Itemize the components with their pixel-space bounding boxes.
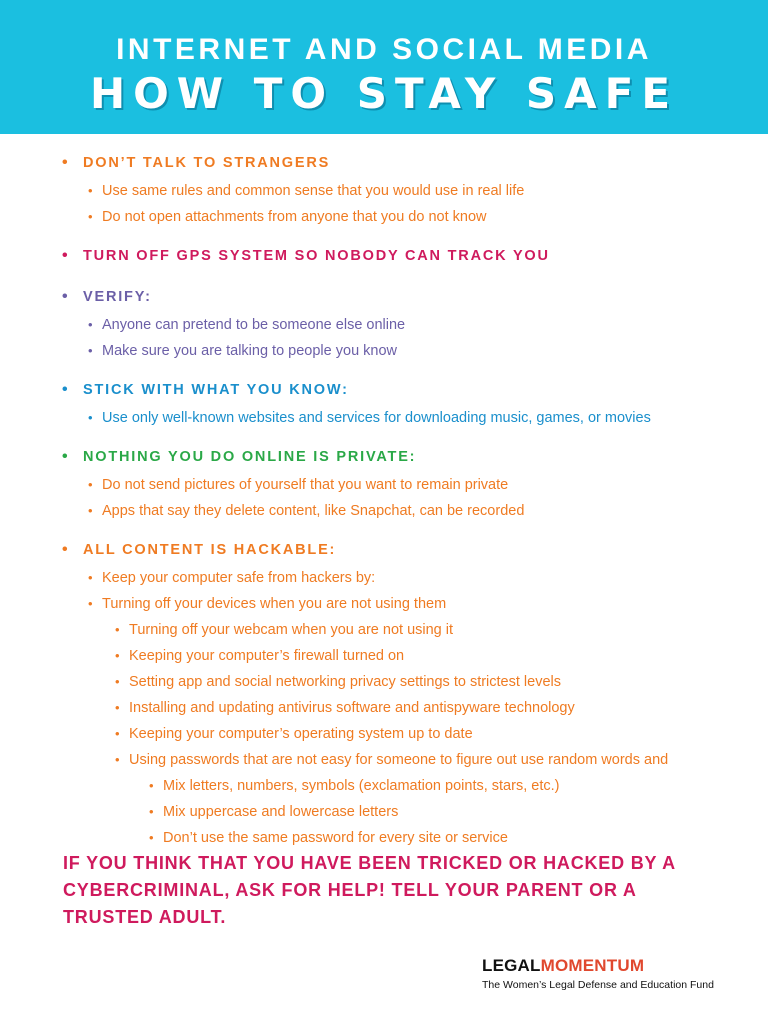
bullet-icon: • — [88, 343, 93, 358]
list-item — [0, 472, 768, 498]
list-item-text: Keep your computer safe from hackers by: — [102, 570, 376, 586]
bullet-icon: • — [115, 674, 120, 689]
bullet-icon: • — [115, 648, 120, 663]
list-item-text: Do not open attachments from anyone that you do not know — [102, 209, 487, 225]
sub-list-item — [0, 695, 768, 721]
sub-list-item — [0, 747, 768, 773]
bullet-icon: • — [149, 830, 154, 845]
list-item — [0, 204, 768, 230]
section-heading — [0, 535, 768, 565]
bullet-icon: • — [62, 541, 70, 558]
list-item-text: Mix uppercase and lowercase letters — [163, 804, 399, 820]
section-heading — [0, 148, 768, 178]
list-item — [0, 565, 768, 591]
bullet-icon: • — [62, 448, 70, 465]
bullet-icon: • — [88, 183, 93, 198]
bullet-icon: • — [88, 503, 93, 518]
section-heading — [0, 442, 768, 472]
bullet-icon: • — [115, 700, 120, 715]
list-item-text: Don’t use the same password for every site or service — [163, 830, 508, 846]
bullet-icon: • — [115, 752, 120, 767]
bullet-icon: • — [88, 209, 93, 224]
sub-list-item — [0, 643, 768, 669]
list-item-text: Make sure you are talking to people you know — [102, 343, 398, 359]
list-item — [0, 405, 768, 431]
bullet-icon: • — [62, 288, 70, 305]
bullet-icon: • — [149, 804, 154, 819]
page-title: INTERNET AND SOCIAL MEDIA — [116, 33, 652, 66]
tips-list — [0, 148, 768, 862]
section-strangers — [0, 148, 768, 230]
list-item — [0, 178, 768, 204]
bullet-icon: • — [88, 596, 93, 611]
legal-momentum-logo — [482, 955, 732, 993]
list-item — [0, 338, 768, 364]
section-heading — [0, 241, 768, 271]
sub-list-item — [0, 617, 768, 643]
section-gps — [0, 241, 768, 271]
help-message: IF YOU THINK THAT YOU HAVE BEEN TRICKED OR HACKED BY A CYBERCRIMINAL, ASK FOR HELP! TELL YOUR PARENT OR A TRUSTED ADULT. — [63, 853, 676, 927]
section-heading-text: NOTHING YOU DO ONLINE IS PRIVATE: — [83, 449, 417, 465]
section-heading-text: STICK WITH WHAT YOU KNOW: — [83, 382, 349, 398]
header-banner — [0, 0, 768, 134]
section-heading-text: DON’T TALK TO STRANGERS — [83, 155, 331, 171]
list-item-text: Use only well-known websites and services for downloading music, games, or movies — [102, 410, 651, 426]
bullet-icon: • — [62, 247, 70, 264]
list-item-text: Use same rules and common sense that you would use in real life — [102, 183, 525, 199]
list-item-text: Setting app and social networking privacy settings to strictest levels — [129, 674, 561, 690]
list-item-text: Do not send pictures of yourself that you want to remain private — [102, 477, 509, 493]
list-item-text: Turning off your devices when you are not using them — [102, 596, 447, 612]
section-heading — [0, 282, 768, 312]
list-item-text: Apps that say they delete content, like Snapchat, can be recorded — [102, 503, 525, 519]
section-heading-text: TURN OFF GPS SYSTEM SO NOBODY CAN TRACK YOU — [83, 248, 550, 264]
sub-list-item — [0, 669, 768, 695]
list-item — [0, 591, 768, 617]
sub-sub-list-item — [0, 825, 768, 851]
bullet-icon: • — [115, 622, 120, 637]
list-item-text: Anyone can pretend to be someone else online — [102, 317, 406, 333]
section-hackable — [0, 535, 768, 851]
logo-wordmark — [482, 955, 732, 977]
section-heading-text: ALL CONTENT IS HACKABLE: — [83, 542, 337, 558]
list-item-text: Turning off your webcam when you are not using it — [129, 622, 454, 638]
list-item-text: Keeping your computer’s operating system up to date — [129, 726, 473, 742]
logo-word-legal: LEGAL — [482, 956, 541, 975]
section-private — [0, 442, 768, 524]
sub-list-item — [0, 721, 768, 747]
logo-tagline: The Women’s Legal Defense and Education Fund — [482, 979, 714, 991]
section-heading-text: VERIFY: — [83, 289, 152, 305]
list-item-text: Keeping your computer’s firewall turned on — [129, 648, 405, 664]
logo-word-momentum: MOMENTUM — [540, 956, 645, 975]
sub-sub-list-item — [0, 799, 768, 825]
bullet-icon: • — [149, 778, 154, 793]
list-item — [0, 312, 768, 338]
page-subtitle: HOW TO STAY SAFE — [89, 69, 679, 118]
bullet-icon: • — [88, 570, 93, 585]
sub-sub-list-item — [0, 773, 768, 799]
list-item-text: Mix letters, numbers, symbols (exclamation points, stars, etc.) — [163, 778, 560, 794]
bullet-icon: • — [115, 726, 120, 741]
bullet-icon: • — [88, 317, 93, 332]
bullet-icon: • — [88, 410, 93, 425]
bullet-icon: • — [62, 154, 70, 171]
section-stick-with — [0, 375, 768, 431]
list-item — [0, 498, 768, 524]
section-verify — [0, 282, 768, 364]
list-item-text: Using passwords that are not easy for someone to figure out use random words and — [129, 752, 669, 768]
bullet-icon: • — [62, 381, 70, 398]
list-item-text: Installing and updating antivirus software and antispyware technology — [129, 700, 575, 716]
section-heading — [0, 375, 768, 405]
bullet-icon: • — [88, 477, 93, 492]
